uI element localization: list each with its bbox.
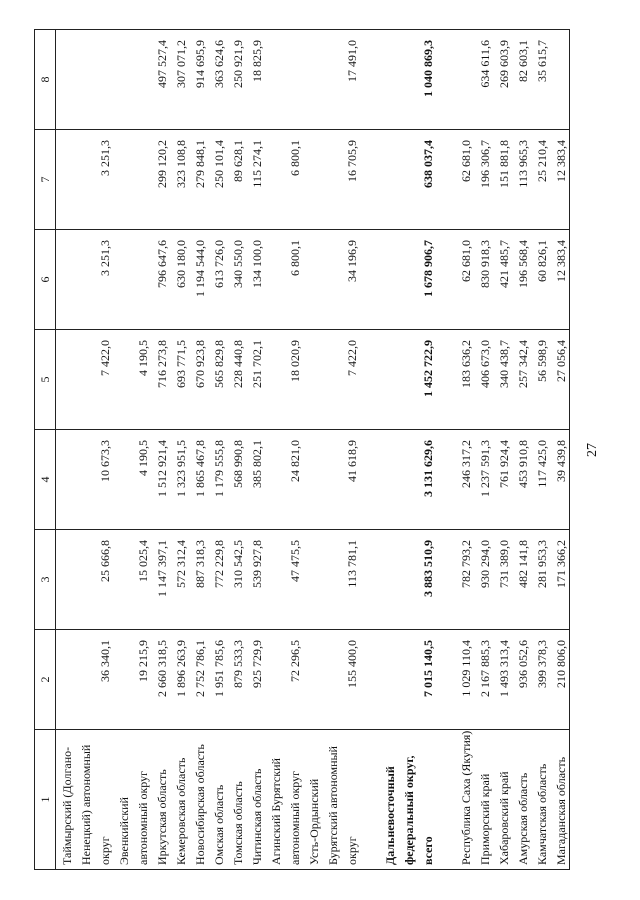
value-cell: 113 965,3 xyxy=(512,130,531,230)
table-row xyxy=(113,30,132,870)
value-cell: 134 100,0 xyxy=(246,230,265,330)
value-cell xyxy=(265,130,284,230)
value-cell: 299 120,2 xyxy=(151,130,170,230)
table-row xyxy=(56,30,76,870)
table-row xyxy=(284,30,303,870)
value-cell: 2 752 786,1 xyxy=(189,630,208,730)
value-cell: 183 636,2 xyxy=(455,330,474,430)
value-cell: 196 568,4 xyxy=(512,230,531,330)
value-cell: 16 705,9 xyxy=(341,130,360,230)
value-cell: 4 190,5 xyxy=(132,430,151,530)
value-cell: 18 825,9 xyxy=(246,30,265,130)
region-label: округ xyxy=(341,730,360,870)
value-cell: 399 378,3 xyxy=(531,630,550,730)
value-cell xyxy=(56,330,76,430)
region-label: Магаданская область xyxy=(550,730,570,870)
value-cell: 1 323 951,5 xyxy=(170,430,189,530)
region-label: Эвенкийский xyxy=(113,730,132,870)
value-cell xyxy=(436,530,455,630)
table-row xyxy=(436,30,455,870)
value-cell: 228 440,8 xyxy=(227,330,246,430)
column-header: 7 xyxy=(35,130,56,230)
value-cell: 936 052,6 xyxy=(512,630,531,730)
value-cell xyxy=(75,130,94,230)
value-cell: 879 533,3 xyxy=(227,630,246,730)
value-cell: 613 726,0 xyxy=(208,230,227,330)
value-cell: 1 237 591,3 xyxy=(474,430,493,530)
value-cell: 323 108,8 xyxy=(170,130,189,230)
value-cell: 340 550,0 xyxy=(227,230,246,330)
table-row xyxy=(94,30,113,870)
table-row xyxy=(227,30,246,870)
value-cell: 385 802,1 xyxy=(246,430,265,530)
value-cell xyxy=(56,30,76,130)
value-cell: 6 800,1 xyxy=(284,130,303,230)
value-cell: 1 865 467,8 xyxy=(189,430,208,530)
value-cell: 3 131 629,6 xyxy=(417,430,436,530)
page-number: 27 xyxy=(585,443,600,457)
value-cell: 634 611,6 xyxy=(474,30,493,130)
data-sheet xyxy=(34,30,610,870)
value-cell xyxy=(436,630,455,730)
value-cell: 151 881,8 xyxy=(493,130,512,230)
value-cell xyxy=(379,230,398,330)
value-cell: 930 294,0 xyxy=(474,530,493,630)
value-cell xyxy=(322,630,341,730)
value-cell xyxy=(322,130,341,230)
value-cell: 7 422,0 xyxy=(341,330,360,430)
value-cell xyxy=(303,630,322,730)
value-cell: 210 806,0 xyxy=(550,630,570,730)
region-label: автономный округ xyxy=(284,730,303,870)
value-cell: 761 924,4 xyxy=(493,430,512,530)
value-cell xyxy=(132,230,151,330)
region-label: Кемеровская область xyxy=(170,730,189,870)
value-cell: 340 438,7 xyxy=(493,330,512,430)
value-cell: 62 681,0 xyxy=(455,230,474,330)
value-cell xyxy=(75,30,94,130)
value-cell xyxy=(379,130,398,230)
region-label: Томская область xyxy=(227,730,246,870)
value-cell xyxy=(265,330,284,430)
value-cell: 27 056,4 xyxy=(550,330,570,430)
value-cell xyxy=(360,230,379,330)
value-cell xyxy=(360,330,379,430)
region-label: федеральный округ, xyxy=(398,730,417,870)
value-cell xyxy=(360,30,379,130)
region-label: Агинский Бурятский xyxy=(265,730,284,870)
region-label: Таймырский (Долгано- xyxy=(56,730,76,870)
value-cell: 17 491,0 xyxy=(341,30,360,130)
value-cell xyxy=(360,630,379,730)
value-cell xyxy=(56,630,76,730)
region-label: Камчатская область xyxy=(531,730,550,870)
value-cell: 482 141,8 xyxy=(512,530,531,630)
value-cell: 56 598,9 xyxy=(531,330,550,430)
value-cell xyxy=(379,30,398,130)
value-cell xyxy=(56,130,76,230)
value-cell xyxy=(303,330,322,430)
value-cell: 830 918,3 xyxy=(474,230,493,330)
regional-data-table xyxy=(34,29,570,870)
table-row xyxy=(455,30,474,870)
table-row xyxy=(512,30,531,870)
value-cell xyxy=(322,30,341,130)
value-cell: 3 251,3 xyxy=(94,230,113,330)
value-cell xyxy=(398,430,417,530)
column-header: 2 xyxy=(35,630,56,730)
value-cell: 1 951 785,6 xyxy=(208,630,227,730)
value-cell: 47 475,5 xyxy=(284,530,303,630)
value-cell xyxy=(360,530,379,630)
region-label: Иркутская область xyxy=(151,730,170,870)
value-cell xyxy=(132,30,151,130)
value-cell: 693 771,5 xyxy=(170,330,189,430)
region-label: Дальневосточный xyxy=(379,730,398,870)
value-cell: 36 340,1 xyxy=(94,630,113,730)
value-cell: 24 821,0 xyxy=(284,430,303,530)
value-cell xyxy=(75,430,94,530)
value-cell: 1 493 313,4 xyxy=(493,630,512,730)
value-cell xyxy=(56,230,76,330)
value-cell: 196 306,7 xyxy=(474,130,493,230)
value-cell: 568 990,8 xyxy=(227,430,246,530)
region-label: Усть-Ордынский xyxy=(303,730,322,870)
value-cell: 82 603,1 xyxy=(512,30,531,130)
value-cell: 1 179 555,8 xyxy=(208,430,227,530)
value-cell: 925 729,9 xyxy=(246,630,265,730)
table-row xyxy=(265,30,284,870)
region-label: Читинская область xyxy=(246,730,265,870)
value-cell: 4 190,5 xyxy=(132,330,151,430)
value-cell: 1 147 397,1 xyxy=(151,530,170,630)
value-cell xyxy=(94,30,113,130)
value-cell xyxy=(398,230,417,330)
value-cell: 1 029 110,4 xyxy=(455,630,474,730)
value-cell: 12 383,4 xyxy=(550,230,570,330)
value-cell xyxy=(265,430,284,530)
value-cell: 630 180,0 xyxy=(170,230,189,330)
value-cell xyxy=(398,530,417,630)
value-cell xyxy=(284,30,303,130)
table-row xyxy=(417,30,436,870)
region-label: округ xyxy=(94,730,113,870)
table-row xyxy=(379,30,398,870)
value-cell: 246 317,2 xyxy=(455,430,474,530)
value-cell: 1 040 869,3 xyxy=(417,30,436,130)
region-label: Омская область xyxy=(208,730,227,870)
value-cell: 250 921,9 xyxy=(227,30,246,130)
table-row xyxy=(151,30,170,870)
value-cell: 41 618,9 xyxy=(341,430,360,530)
value-cell: 1 678 906,7 xyxy=(417,230,436,330)
value-cell xyxy=(265,630,284,730)
value-cell xyxy=(303,430,322,530)
region-label: Ненецкий) автономный xyxy=(75,730,94,870)
value-cell xyxy=(379,330,398,430)
region-label: Новосибирская область xyxy=(189,730,208,870)
value-cell xyxy=(322,430,341,530)
value-cell: 15 025,4 xyxy=(132,530,151,630)
value-cell xyxy=(550,30,570,130)
value-cell: 72 296,5 xyxy=(284,630,303,730)
value-cell: 2 167 885,3 xyxy=(474,630,493,730)
value-cell: 35 615,7 xyxy=(531,30,550,130)
value-cell: 731 389,0 xyxy=(493,530,512,630)
value-cell: 250 101,4 xyxy=(208,130,227,230)
region-label: Приморский край xyxy=(474,730,493,870)
value-cell: 117 425,0 xyxy=(531,430,550,530)
value-cell: 638 037,4 xyxy=(417,130,436,230)
column-header: 4 xyxy=(35,430,56,530)
value-cell: 1 194 544,0 xyxy=(189,230,208,330)
value-cell xyxy=(322,530,341,630)
value-cell xyxy=(303,230,322,330)
value-cell: 453 910,8 xyxy=(512,430,531,530)
value-cell: 269 603,9 xyxy=(493,30,512,130)
value-cell xyxy=(322,230,341,330)
value-cell xyxy=(75,230,94,330)
region-label xyxy=(360,730,379,870)
value-cell xyxy=(75,330,94,430)
value-cell: 60 826,1 xyxy=(531,230,550,330)
region-label: всего xyxy=(417,730,436,870)
value-cell: 155 400,0 xyxy=(341,630,360,730)
region-label: Бурятский автономный xyxy=(322,730,341,870)
value-cell xyxy=(303,530,322,630)
value-cell xyxy=(455,30,474,130)
value-cell xyxy=(132,130,151,230)
value-cell: 421 485,7 xyxy=(493,230,512,330)
column-number-header xyxy=(35,30,56,870)
value-cell xyxy=(398,130,417,230)
column-header: 1 xyxy=(35,730,56,870)
table-row xyxy=(360,30,379,870)
table-row xyxy=(398,30,417,870)
value-cell xyxy=(265,230,284,330)
value-cell xyxy=(436,230,455,330)
value-cell xyxy=(379,430,398,530)
region-label: Амурская область xyxy=(512,730,531,870)
value-cell: 12 383,4 xyxy=(550,130,570,230)
value-cell xyxy=(398,30,417,130)
region-label xyxy=(436,730,455,870)
table-row xyxy=(341,30,360,870)
value-cell: 19 215,9 xyxy=(132,630,151,730)
table-row xyxy=(170,30,189,870)
value-cell xyxy=(265,530,284,630)
column-header: 8 xyxy=(35,30,56,130)
value-cell xyxy=(113,230,132,330)
value-cell: 539 927,8 xyxy=(246,530,265,630)
column-header: 6 xyxy=(35,230,56,330)
table-row xyxy=(493,30,512,870)
value-cell xyxy=(436,330,455,430)
value-cell: 572 312,4 xyxy=(170,530,189,630)
value-cell: 18 020,9 xyxy=(284,330,303,430)
value-cell xyxy=(398,630,417,730)
value-cell: 497 527,4 xyxy=(151,30,170,130)
value-cell xyxy=(360,430,379,530)
value-cell xyxy=(436,30,455,130)
region-label: Республика Саха (Якутия) xyxy=(455,730,474,870)
table-row xyxy=(189,30,208,870)
value-cell xyxy=(379,530,398,630)
value-cell: 25 210,4 xyxy=(531,130,550,230)
value-cell xyxy=(56,430,76,530)
value-cell: 406 673,0 xyxy=(474,330,493,430)
value-cell xyxy=(113,630,132,730)
column-header: 5 xyxy=(35,330,56,430)
value-cell xyxy=(360,130,379,230)
value-cell: 115 274,1 xyxy=(246,130,265,230)
value-cell: 1 896 263,9 xyxy=(170,630,189,730)
value-cell: 3 251,3 xyxy=(94,130,113,230)
value-cell: 1 452 722,9 xyxy=(417,330,436,430)
table-row xyxy=(132,30,151,870)
table-row xyxy=(303,30,322,870)
table-row xyxy=(246,30,265,870)
value-cell: 565 829,8 xyxy=(208,330,227,430)
value-cell: 113 781,1 xyxy=(341,530,360,630)
table-row xyxy=(531,30,550,870)
value-cell: 2 660 318,5 xyxy=(151,630,170,730)
value-cell: 257 342,4 xyxy=(512,330,531,430)
value-cell xyxy=(113,430,132,530)
value-cell xyxy=(303,130,322,230)
value-cell: 89 628,1 xyxy=(227,130,246,230)
value-cell: 1 512 921,4 xyxy=(151,430,170,530)
column-header: 3 xyxy=(35,530,56,630)
value-cell: 7 422,0 xyxy=(94,330,113,430)
value-cell: 7 015 140,5 xyxy=(417,630,436,730)
region-label: Хабаровский край xyxy=(493,730,512,870)
value-cell xyxy=(303,30,322,130)
value-cell: 782 793,2 xyxy=(455,530,474,630)
value-cell xyxy=(113,130,132,230)
value-cell xyxy=(56,530,76,630)
value-cell xyxy=(75,630,94,730)
value-cell: 6 800,1 xyxy=(284,230,303,330)
value-cell xyxy=(436,130,455,230)
table-row xyxy=(75,30,94,870)
table-row xyxy=(322,30,341,870)
value-cell: 307 071,2 xyxy=(170,30,189,130)
region-label: автономный округ xyxy=(132,730,151,870)
value-cell xyxy=(379,630,398,730)
value-cell: 279 848,1 xyxy=(189,130,208,230)
value-cell: 25 666,8 xyxy=(94,530,113,630)
table-row xyxy=(208,30,227,870)
value-cell: 796 647,6 xyxy=(151,230,170,330)
value-cell: 62 681,0 xyxy=(455,130,474,230)
value-cell xyxy=(322,330,341,430)
value-cell: 310 542,5 xyxy=(227,530,246,630)
value-cell: 34 196,9 xyxy=(341,230,360,330)
value-cell: 670 923,8 xyxy=(189,330,208,430)
table-row xyxy=(474,30,493,870)
table-row xyxy=(550,30,570,870)
value-cell xyxy=(113,30,132,130)
value-cell xyxy=(436,430,455,530)
value-cell xyxy=(398,330,417,430)
table-body xyxy=(56,30,570,870)
value-cell: 772 229,8 xyxy=(208,530,227,630)
value-cell: 3 883 510,9 xyxy=(417,530,436,630)
value-cell: 251 702,1 xyxy=(246,330,265,430)
value-cell: 716 273,8 xyxy=(151,330,170,430)
value-cell: 887 318,3 xyxy=(189,530,208,630)
value-cell xyxy=(75,530,94,630)
value-cell: 914 695,9 xyxy=(189,30,208,130)
value-cell xyxy=(265,30,284,130)
value-cell: 10 673,3 xyxy=(94,430,113,530)
value-cell xyxy=(113,530,132,630)
value-cell: 363 624,6 xyxy=(208,30,227,130)
value-cell xyxy=(113,330,132,430)
value-cell: 281 953,3 xyxy=(531,530,550,630)
value-cell: 39 439,8 xyxy=(550,430,570,530)
value-cell: 171 366,2 xyxy=(550,530,570,630)
